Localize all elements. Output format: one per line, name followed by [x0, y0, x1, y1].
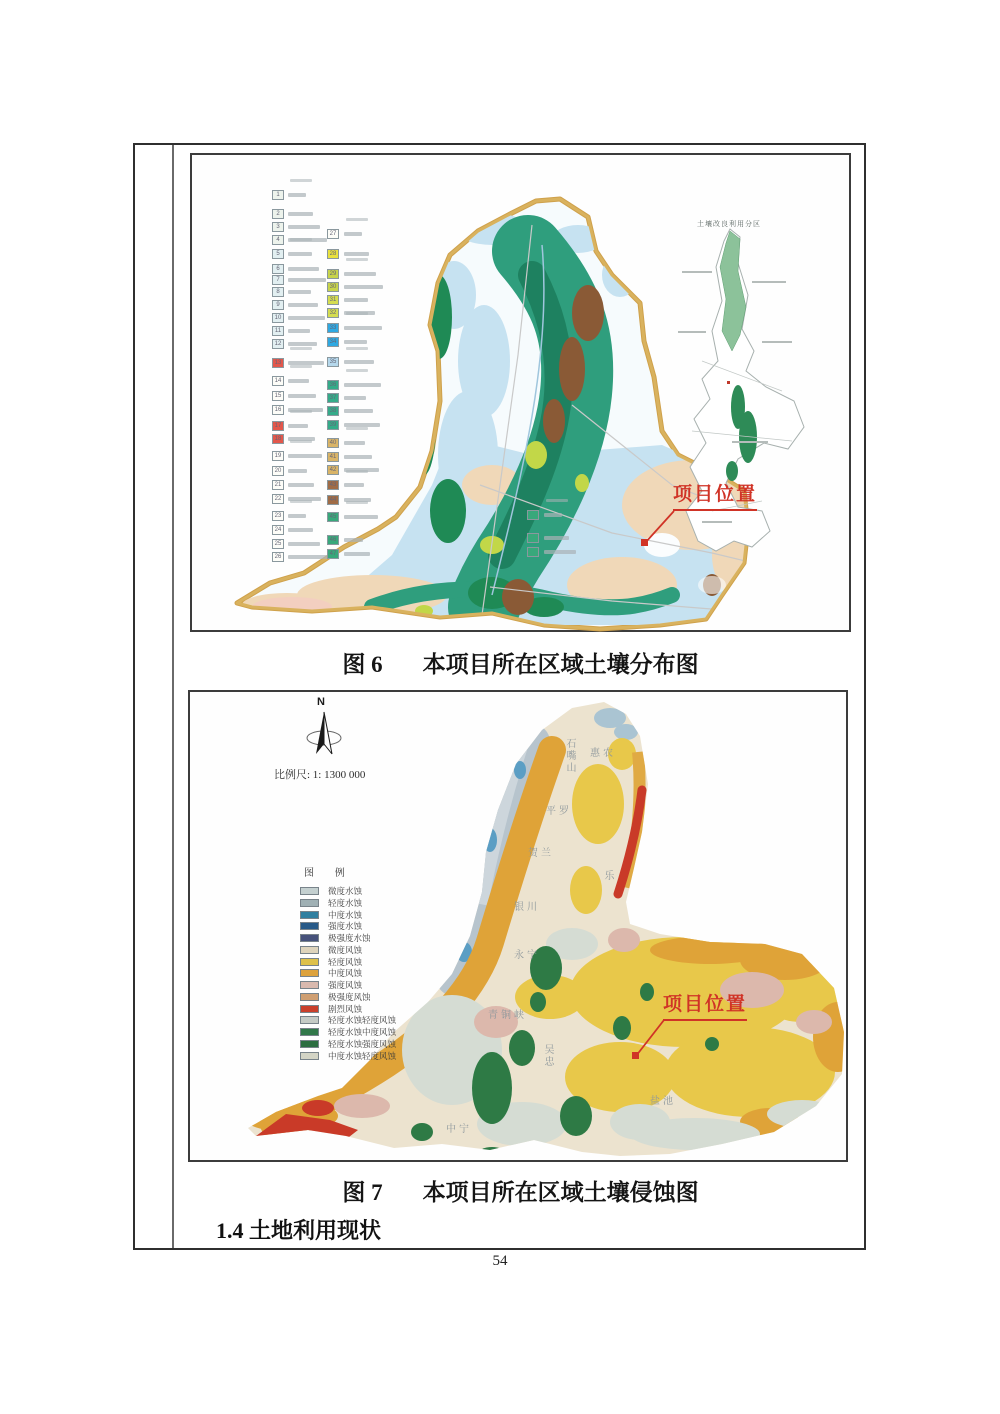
soil-legend-label-smudge: [344, 483, 364, 487]
figure7-erosion-map-graphic: [190, 692, 850, 1164]
figure6-caption: [190, 646, 851, 679]
soil-legend-swatch: 4: [272, 235, 284, 245]
figure6-project-location-label: 项目位置: [673, 479, 757, 511]
section-heading: 1.4 土地利用现状: [216, 1218, 382, 1243]
soil-legend-group-smudge: [346, 427, 368, 430]
erosion-legend-swatch: [300, 1005, 319, 1013]
soil-legend-swatch: 42: [327, 465, 339, 475]
soil-legend-label-smudge: [344, 285, 383, 289]
soil-legend-group-smudge: [546, 499, 568, 502]
soil-legend-swatch: 11: [272, 326, 284, 336]
figure7-caption: [190, 1174, 851, 1207]
soil-legend-label-smudge: [288, 469, 307, 473]
soil-legend-group-smudge: [290, 440, 312, 443]
soil-legend-swatch: 47: [327, 549, 339, 559]
soil-legend-label-smudge: [288, 329, 310, 333]
erosion-legend-label: 轻度水蚀: [328, 897, 363, 908]
soil-legend-label-smudge: [288, 555, 327, 559]
soil-legend-swatch: 3: [272, 222, 284, 232]
soil-legend-swatch: 23: [272, 511, 284, 521]
place-label: 平罗: [546, 806, 572, 817]
soil-legend-label-smudge: [344, 441, 365, 445]
erosion-legend-label: 轻度水蚀轻度风蚀: [328, 1015, 397, 1026]
map-scale-label: 比例尺: 1: 1300 000: [274, 769, 366, 781]
place-label: 中宁: [446, 1124, 472, 1135]
erosion-legend-swatch: [300, 1016, 319, 1024]
soil-legend-label-smudge: [344, 232, 362, 236]
erosion-legend-swatch: [300, 993, 319, 1001]
soil-legend-label-smudge: [544, 513, 562, 517]
soil-legend-swatch: 38: [327, 406, 339, 416]
soil-legend-label-smudge: [288, 225, 320, 229]
erosion-legend-swatch: [300, 969, 319, 977]
soil-legend-swatch: 40: [327, 438, 339, 448]
soil-legend-swatch: 35: [327, 357, 339, 367]
soil-legend-label-smudge: [288, 252, 312, 256]
soil-legend-swatch: 14: [272, 376, 284, 386]
soil-legend-group-smudge: [290, 410, 312, 413]
figure6-caption-title: 本项目所在区域土壤分布图: [422, 652, 699, 677]
soil-legend-label-smudge: [544, 550, 576, 554]
soil-legend-swatch: 2: [272, 209, 284, 219]
soil-legend-group-smudge: [290, 238, 312, 241]
soil-legend-label-smudge: [288, 267, 319, 271]
soil-legend-label-smudge: [344, 396, 366, 400]
soil-legend-label-smudge: [344, 252, 369, 256]
soil-legend-swatch: 43: [327, 480, 339, 490]
north-label: N: [317, 696, 325, 708]
soil-legend-label-smudge: [288, 542, 320, 546]
place-label: 永宁: [514, 950, 540, 961]
soil-legend-swatch: 32: [327, 308, 339, 318]
soil-legend-group-smudge: [346, 470, 368, 473]
soil-legend-swatch: 13: [272, 358, 284, 368]
erosion-legend-swatch: [300, 958, 319, 966]
erosion-legend-label: 微度风蚀: [328, 944, 363, 955]
soil-legend-swatch: 20: [272, 466, 284, 476]
soil-legend-swatch: 18: [272, 434, 284, 444]
soil-legend-swatch: 22: [272, 494, 284, 504]
erosion-legend-label: 中度水蚀: [328, 909, 363, 920]
soil-legend-label-smudge: [288, 303, 318, 307]
place-label: 惠农: [590, 748, 616, 759]
soil-legend-label-smudge: [288, 316, 325, 320]
erosion-legend-label: 极强度水蚀: [328, 933, 371, 943]
page-number: 54: [492, 1253, 508, 1269]
soil-legend-label-smudge: [288, 290, 311, 294]
erosion-legend-swatch: [300, 1040, 319, 1048]
soil-legend-label-smudge: [344, 326, 382, 330]
soil-legend-swatch: 37: [327, 393, 339, 403]
soil-legend-label-smudge: [344, 552, 370, 556]
soil-legend-swatch: 27: [327, 229, 339, 239]
soil-legend-swatch: 6: [272, 264, 284, 274]
erosion-legend-swatch: [300, 899, 319, 907]
soil-legend-swatch: 34: [327, 337, 339, 347]
soil-legend-label-smudge: [344, 298, 368, 302]
soil-legend-group-smudge: [290, 347, 312, 350]
soil-legend-swatch: 31: [327, 295, 339, 305]
place-label: 石嘴山: [564, 738, 575, 774]
erosion-legend-label: 中度风蚀: [328, 968, 363, 979]
soil-legend-label-smudge: [344, 455, 372, 459]
place-label: 贺兰: [528, 848, 554, 859]
soil-legend-label-smudge: [288, 514, 306, 518]
figure6-project-location-dot: [641, 539, 648, 546]
soil-legend-swatch: 36: [327, 380, 339, 390]
soil-legend-swatch: 9: [272, 300, 284, 310]
soil-legend-swatch: 28: [327, 249, 339, 259]
soil-legend-label-smudge: [288, 454, 322, 458]
soil-legend-label-smudge: [344, 340, 367, 344]
soil-legend-swatch: 25: [272, 539, 284, 549]
soil-legend-label-smudge: [288, 394, 316, 398]
soil-legend-label-smudge: [288, 212, 313, 216]
soil-legend-swatch: 29: [327, 269, 339, 279]
soil-legend-swatch: 24: [272, 525, 284, 535]
soil-legend-swatch: 15: [272, 391, 284, 401]
soil-legend-swatch: 1: [272, 190, 284, 200]
soil-legend-swatch: 8: [272, 287, 284, 297]
soil-legend-label-smudge: [544, 536, 569, 540]
place-label: 银川: [514, 902, 540, 913]
erosion-legend-swatch: [300, 981, 319, 989]
erosion-legend-label: 剧烈风蚀: [328, 1003, 363, 1014]
soil-legend-swatch: 7: [272, 275, 284, 285]
erosion-legend-swatch: [300, 911, 319, 919]
soil-legend-label-smudge: [288, 483, 314, 487]
erosion-legend-swatch: [300, 946, 319, 954]
soil-legend-swatch: 21: [272, 480, 284, 490]
soil-legend-label-smudge: [288, 528, 313, 532]
soil-legend-label-smudge: [344, 515, 378, 519]
soil-legend-group-smudge: [346, 369, 368, 372]
soil-legend-group-smudge: [290, 500, 312, 503]
erosion-legend-swatch: [300, 922, 319, 930]
soil-legend-swatch: 33: [327, 323, 339, 333]
soil-legend-swatch: [527, 533, 539, 543]
erosion-legend-label: 轻度风蚀: [328, 956, 363, 967]
soil-legend-label-smudge: [288, 278, 326, 282]
figure7-legend-title: 图 例: [304, 868, 354, 879]
soil-legend-label-smudge: [344, 272, 376, 276]
erosion-legend-label: 极强度风蚀: [328, 991, 371, 1002]
soil-legend-group-smudge: [346, 347, 368, 350]
soil-legend-label-smudge: [344, 538, 363, 542]
figure6-inset-title: 土壤改良利用分区: [697, 221, 761, 228]
soil-legend-label-smudge: [288, 379, 309, 383]
soil-legend-label-smudge: [288, 424, 308, 428]
figure7-map-panel: [188, 690, 848, 1162]
erosion-legend-label: 轻度水蚀中度风蚀: [328, 1027, 397, 1037]
soil-legend-group-smudge: [290, 365, 312, 368]
soil-legend-swatch: 16: [272, 405, 284, 415]
erosion-legend-label: 中度水蚀轻度风蚀: [328, 1050, 397, 1061]
erosion-legend-label: 强度水蚀: [328, 921, 363, 932]
place-label: 盐池: [650, 1096, 676, 1107]
soil-legend-label-smudge: [288, 342, 317, 346]
soil-legend-swatch: 45: [327, 512, 339, 522]
erosion-legend-swatch: [300, 1052, 319, 1060]
soil-legend-swatch: 41: [327, 452, 339, 462]
soil-legend-swatch: [527, 547, 539, 557]
place-label: 青铜峡: [488, 1010, 527, 1021]
soil-legend-swatch: 30: [327, 282, 339, 292]
soil-legend-swatch: 46: [327, 535, 339, 545]
figure6-map-panel: [190, 153, 851, 632]
soil-legend-label-smudge: [344, 409, 373, 413]
figure6-caption-number: 图 6: [342, 652, 383, 677]
erosion-legend-swatch: [300, 1028, 319, 1036]
soil-legend-group-smudge: [346, 258, 368, 261]
erosion-legend-label: 强度风蚀: [328, 980, 363, 990]
soil-legend-label-smudge: [288, 193, 306, 197]
soil-legend-group-smudge: [346, 312, 368, 315]
margin-divider-line: [172, 145, 174, 1248]
figure7-caption-number: 图 7: [342, 1180, 383, 1205]
soil-legend-group-smudge: [346, 218, 368, 221]
soil-legend-swatch: 12: [272, 339, 284, 349]
figure7-caption-title: 本项目所在区域土壤侵蚀图: [422, 1180, 699, 1205]
figure7-project-location-label: 项目位置: [663, 989, 747, 1021]
erosion-legend-label: 轻度水蚀强度风蚀: [328, 1038, 397, 1049]
soil-legend-swatch: 19: [272, 451, 284, 461]
soil-legend-label-smudge: [344, 360, 374, 364]
soil-legend-group-smudge: [290, 179, 312, 182]
soil-legend-swatch: 17: [272, 421, 284, 431]
soil-legend-swatch: 26: [272, 552, 284, 562]
soil-legend-swatch: 10: [272, 313, 284, 323]
soil-legend-label-smudge: [344, 383, 381, 387]
soil-legend-swatch: 44: [327, 495, 339, 505]
place-label: 乐: [602, 870, 613, 882]
soil-legend-swatch: [527, 510, 539, 520]
soil-legend-swatch: 39: [327, 420, 339, 430]
erosion-legend-label: 微度水蚀: [328, 886, 363, 896]
erosion-legend-swatch: [300, 887, 319, 895]
north-arrow-icon: [307, 712, 341, 754]
soil-legend-swatch: 5: [272, 249, 284, 259]
soil-legend-group-smudge: [346, 501, 368, 504]
place-label: 吴忠: [542, 1044, 553, 1068]
figure7-project-location-dot: [632, 1052, 639, 1059]
erosion-legend-swatch: [300, 934, 319, 942]
